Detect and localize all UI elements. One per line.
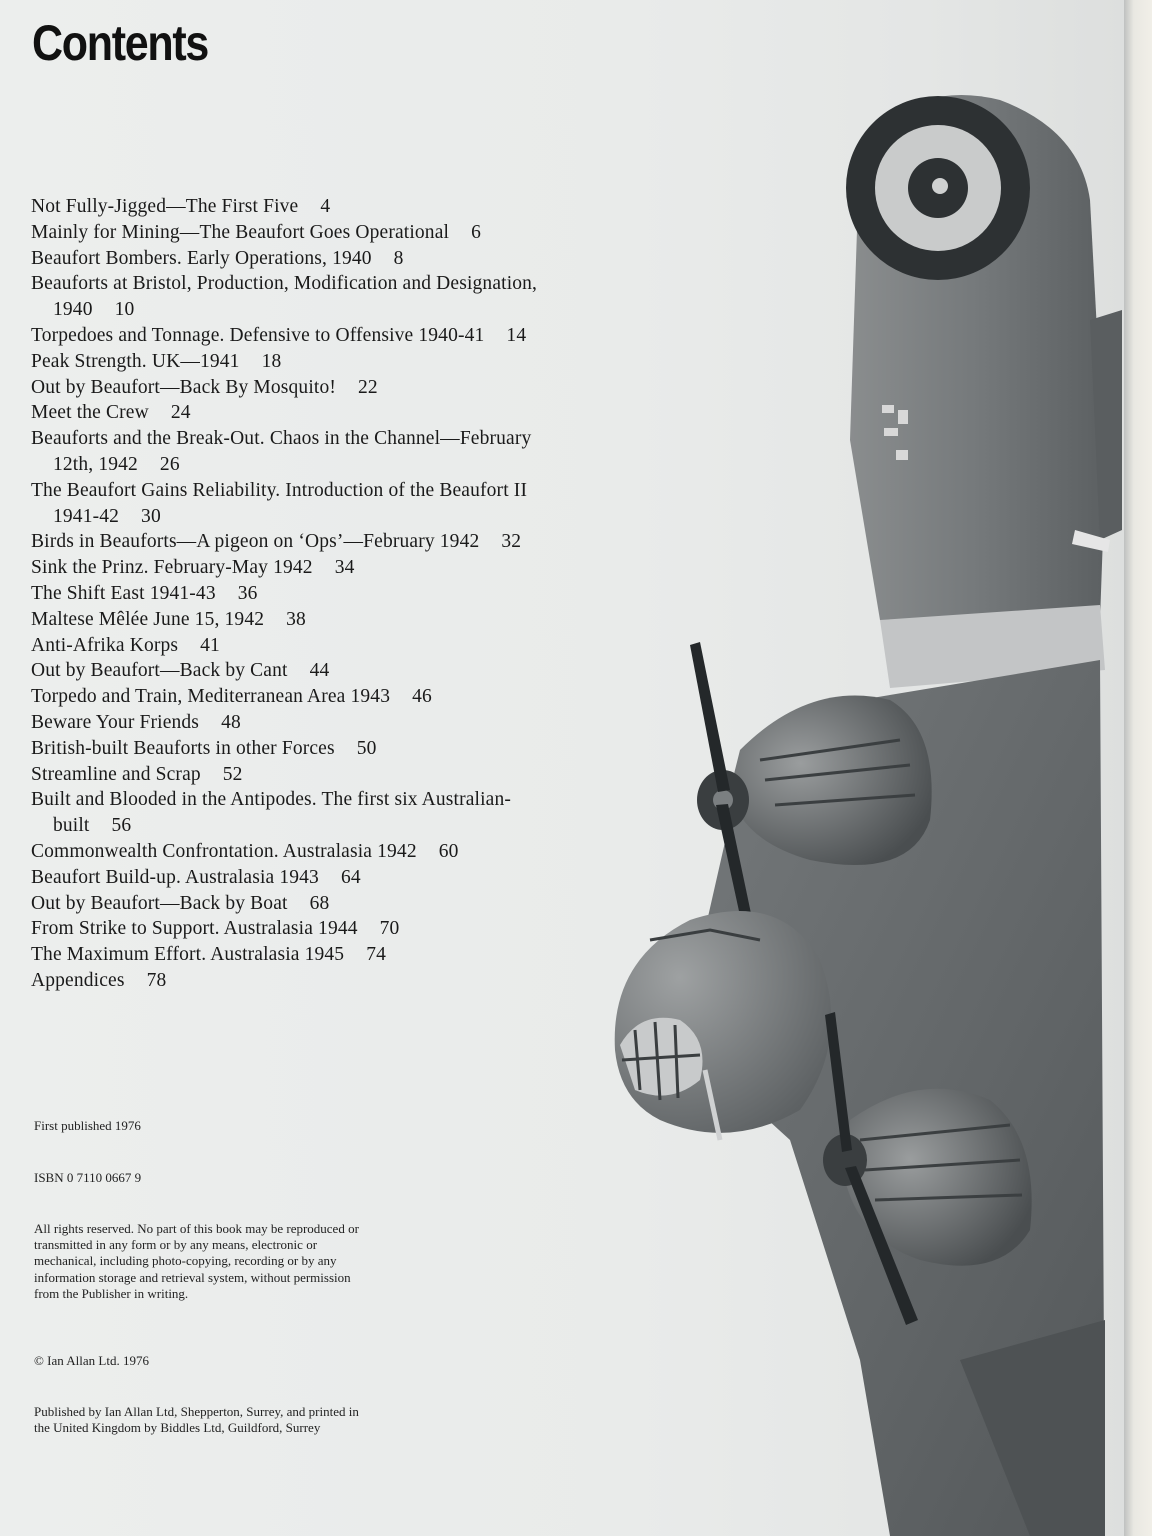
toc-entry-title: Torpedoes and Tonnage. Defensive to Offensive 1940-41 bbox=[31, 324, 485, 346]
toc-entry-page: 48 bbox=[221, 711, 241, 733]
toc-entry bbox=[31, 658, 571, 684]
toc-entry-page: 24 bbox=[170, 402, 191, 424]
toc-entry bbox=[31, 916, 571, 942]
nose-section bbox=[615, 911, 832, 1140]
toc-entry-title: Commonwealth Confrontation. Australasia 1942 bbox=[31, 840, 417, 862]
page-edge bbox=[1124, 0, 1152, 1536]
toc-entry-title: Out by Beaufort—Back by Boat bbox=[31, 892, 288, 914]
copyright-line: © Ian Allan Ltd. 1976 bbox=[34, 1353, 149, 1368]
toc-entry bbox=[31, 865, 571, 891]
toc-entry-page: 60 bbox=[438, 840, 459, 862]
toc-entry bbox=[31, 400, 571, 426]
toc-entry-title: Beauforts and the Break-Out. Chaos in the Channel—February 12th, 1942 bbox=[31, 428, 532, 475]
toc-entry-page: 10 bbox=[114, 299, 135, 321]
toc-entry bbox=[31, 684, 571, 710]
toc-entry-title: Mainly for Mining—The Beaufort Goes Operational bbox=[31, 221, 450, 243]
toc-entry bbox=[31, 555, 571, 581]
publisher-note: Published by Ian Allan Ltd, Shepperton, Surrey, and printed in the United Kingdom by Biddles Ltd, Guildford, Surrey bbox=[34, 1404, 359, 1436]
toc-entry-page: 8 bbox=[393, 247, 404, 269]
toc-entry-page: 64 bbox=[340, 866, 361, 888]
toc-entry-page: 36 bbox=[237, 582, 258, 604]
toc-entry-page: 44 bbox=[309, 660, 330, 682]
toc-entry-title: From Strike to Support. Australasia 1944 bbox=[31, 918, 358, 940]
toc-entry-page: 22 bbox=[358, 376, 378, 398]
toc-entry bbox=[31, 349, 571, 375]
toc-entry bbox=[31, 736, 571, 762]
toc-entry bbox=[31, 529, 571, 555]
toc-entry-page: 30 bbox=[141, 505, 161, 527]
toc-entry bbox=[31, 246, 571, 272]
toc-entry-title: British-built Beauforts in other Forces bbox=[31, 737, 335, 759]
first-published-line: First published 1976 bbox=[34, 1118, 141, 1133]
toc-entry bbox=[31, 271, 571, 323]
toc-entry-page: 4 bbox=[320, 196, 331, 217]
toc-entry-page: 52 bbox=[222, 763, 243, 785]
toc-entry bbox=[31, 762, 571, 788]
toc-entry-page: 14 bbox=[506, 324, 527, 346]
toc-entry-page: 78 bbox=[146, 969, 167, 991]
toc-entry-page: 41 bbox=[200, 634, 220, 656]
toc-entry-title: Built and Blooded in the Antipodes. The first six Australian-built bbox=[31, 789, 511, 837]
toc-entry bbox=[31, 323, 571, 349]
toc-entry-title: The Maximum Effort. Australasia 1945 bbox=[31, 944, 345, 966]
toc-entry-title: Sink the Prinz. February-May 1942 bbox=[31, 557, 313, 579]
toc-entry bbox=[31, 942, 571, 968]
toc-entry bbox=[31, 710, 571, 736]
toc-entry bbox=[31, 426, 571, 478]
toc-entry-page: 26 bbox=[159, 453, 180, 475]
toc-entry-title: The Shift East 1941-43 bbox=[31, 582, 216, 604]
toc-entry-title: Birds in Beauforts—A pigeon on ‘Ops’—February 1942 bbox=[31, 531, 480, 553]
aircraft-photo bbox=[560, 60, 1122, 1536]
toc-entry-title: Beware Your Friends bbox=[31, 711, 200, 733]
toc-entry-title: Not Fully-Jigged—The First Five bbox=[31, 196, 299, 217]
toc-entry-title: Streamline and Scrap bbox=[31, 763, 201, 785]
toc-entry bbox=[31, 633, 571, 659]
toc-entry bbox=[31, 194, 571, 220]
rights-notice: All rights reserved. No part of this book may be reproduced or transmitted in any form or by any means, electronic or mechanical, including photo-copying, recording or by any information storage and retrieval system, without permission from the Publisher in writing. bbox=[34, 1221, 359, 1301]
toc-entry-page: 56 bbox=[111, 815, 132, 837]
toc-entry-title: Out by Beaufort—Back By Mosquito! bbox=[31, 376, 337, 398]
toc-entry-title: Beaufort Bombers. Early Operations, 1940 bbox=[31, 247, 372, 269]
toc-entry-title: Maltese Mêlée June 15, 1942 bbox=[31, 608, 265, 630]
toc-entry-title: Out by Beaufort—Back by Cant bbox=[31, 660, 288, 682]
toc-entry-title: Peak Strength. UK—1941 bbox=[31, 350, 240, 372]
toc-entry bbox=[31, 607, 571, 633]
toc-entry-title: The Beaufort Gains Reliability. Introduction of the Beaufort II 1941-42 bbox=[31, 479, 528, 527]
toc-entry-title: Beaufort Build-up. Australasia 1943 bbox=[31, 866, 319, 888]
toc-entry bbox=[31, 891, 571, 917]
toc-entry-page: 32 bbox=[501, 531, 522, 553]
toc-entry bbox=[31, 220, 571, 246]
toc-entry-title: Torpedo and Train, Mediterranean Area 1943 bbox=[31, 686, 391, 708]
toc-entry bbox=[31, 581, 571, 607]
raf-roundel bbox=[846, 96, 1030, 280]
toc-entry-page: 50 bbox=[356, 737, 377, 759]
toc-entry-title: Beauforts at Bristol, Production, Modification and Designation, 1940 bbox=[31, 273, 538, 321]
toc-entry-page: 74 bbox=[366, 944, 387, 966]
toc-entry-title: Meet the Crew bbox=[31, 402, 149, 424]
page-title: Contents bbox=[32, 15, 209, 71]
toc-entry bbox=[31, 787, 571, 839]
toc-entry-page: 68 bbox=[309, 892, 330, 914]
toc-entry-page: 18 bbox=[261, 350, 282, 372]
toc-entry-page: 46 bbox=[412, 686, 432, 708]
toc-entry bbox=[31, 375, 571, 401]
toc-entry-title: Anti-Afrika Korps bbox=[31, 634, 179, 656]
toc-entry-page: 34 bbox=[334, 557, 355, 579]
isbn-line: ISBN 0 7110 0667 9 bbox=[34, 1170, 142, 1185]
toc-entry bbox=[31, 968, 571, 994]
toc-entry-page: 38 bbox=[286, 608, 306, 630]
toc-entry bbox=[31, 839, 571, 865]
toc-entry-title: Appendices bbox=[31, 969, 125, 991]
toc-entry bbox=[31, 478, 571, 530]
toc-entry-page: 70 bbox=[379, 918, 400, 940]
toc-entry-page: 6 bbox=[471, 221, 481, 243]
table-of-contents bbox=[31, 194, 571, 994]
